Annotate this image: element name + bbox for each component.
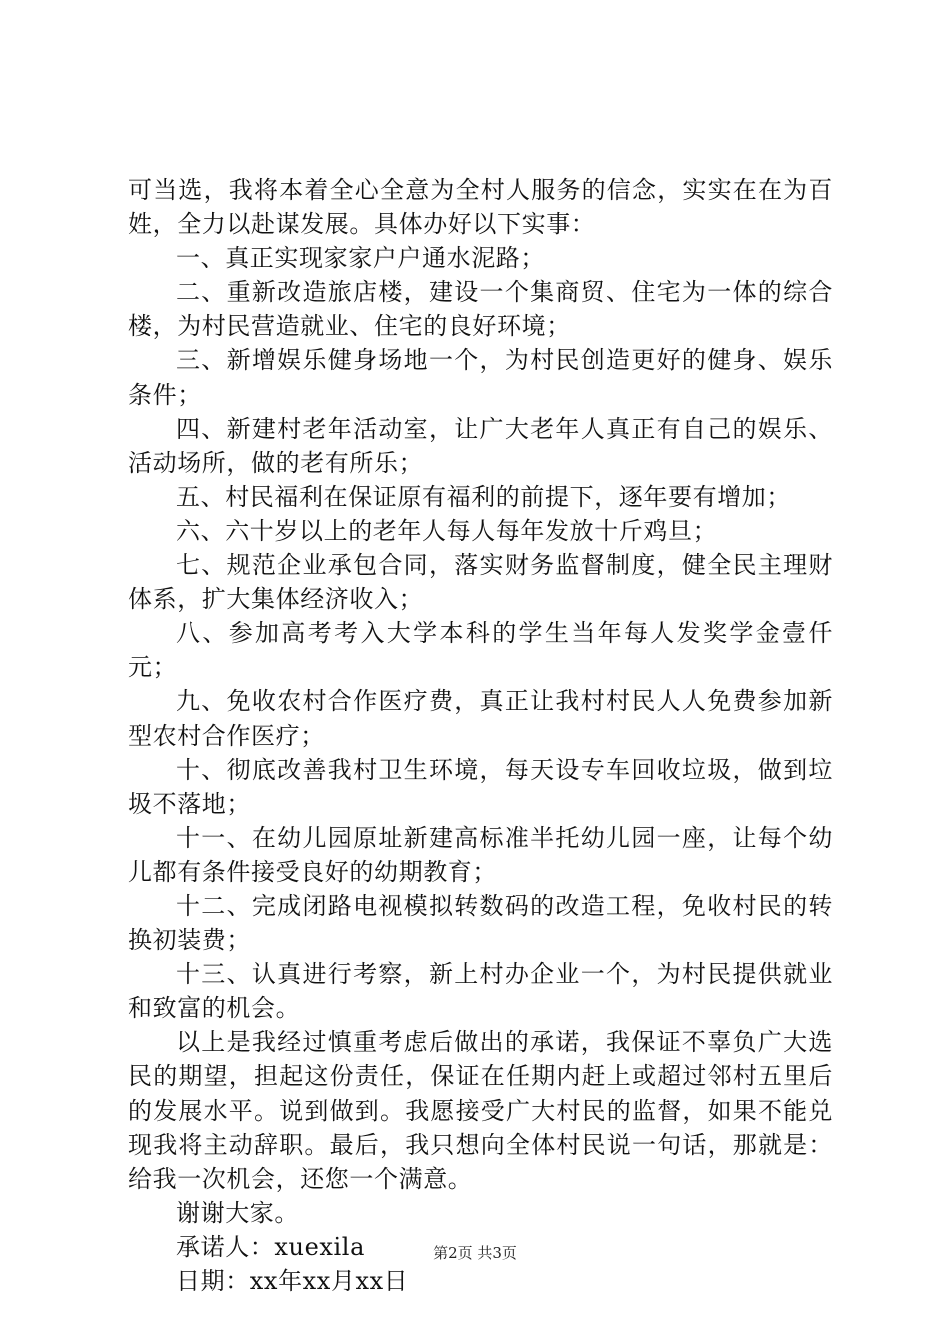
paragraph-item-4: 四、新建村老年活动室，让广大老年人真正有自己的娱乐、活动场所，做的老有所乐； [128, 414, 833, 477]
paragraph-item-10: 十、彻底改善我村卫生环境，每天设专车回收垃圾，做到垃圾不落地； [128, 755, 833, 818]
paragraph-signatory: 承诺人：xuexila [176, 1232, 365, 1261]
paragraph-item-5: 五、村民福利在保证原有福利的前提下，逐年要有增加； [176, 482, 791, 511]
paragraph-item-13: 十三、认真进行考察，新上村办企业一个，为村民提供就业和致富的机会。 [128, 960, 833, 1023]
paragraph-item-11: 十一、在幼儿园原址新建高标准半托幼儿园一座，让每个幼儿都有条件接受良好的幼期教育； [128, 823, 833, 886]
paragraph-item-12: 十二、完成闭路电视模拟转数码的改造工程，免收村民的转换初装费； [128, 891, 833, 955]
paragraph-item-3: 三、新增娱乐健身场地一个，为村民创造更好的健身、娱乐条件； [128, 346, 833, 409]
paragraph-item-7: 七、规范企业承包合同，落实财务监督制度，健全民主理财体系，扩大集体经济收入； [128, 551, 833, 614]
paragraph-thanks: 谢谢大家。 [176, 1198, 299, 1227]
document-body [128, 173, 833, 1298]
paragraph-item-9: 九、免收农村合作医疗费，真正让我村村民人人免费参加新型农村合作医疗； [128, 687, 833, 750]
paragraph-date: 日期：xx年xx月xx日 [176, 1267, 409, 1295]
paragraph-conclusion: 以上是我经过慎重考虑后做出的承诺，我保证不辜负广大选民的期望，担起这份责任，保证在任期内赶上或超过邻村五里后的发展水平。说到做到。我愿接受广大村民的监督，如果不能兑现我将主动辞职。最后，我只想向全体村民说一句话，那就是：给我一次机会，还您一个满意。 [128, 1028, 833, 1193]
page-footer: 第2页 共3页 [433, 1244, 517, 1262]
paragraph-item-8: 八、参加高考考入大学本科的学生当年每人发奖学金壹仟元； [128, 619, 833, 682]
paragraph-item-6: 六、六十岁以上的老年人每人每年发放十斤鸡旦； [176, 516, 718, 545]
paragraph-intro: 可当选，我将本着全心全意为全村人服务的信念，实实在在为百姓，全力以赴谋发展。具体办好以下实事： [128, 176, 833, 239]
paragraph-item-2: 二、重新改造旅店楼，建设一个集商贸、住宅为一体的综合楼，为村民营造就业、住宅的良好环境； [128, 278, 833, 341]
paragraph-item-1: 一、真正实现家家户户通水泥路； [176, 244, 545, 273]
